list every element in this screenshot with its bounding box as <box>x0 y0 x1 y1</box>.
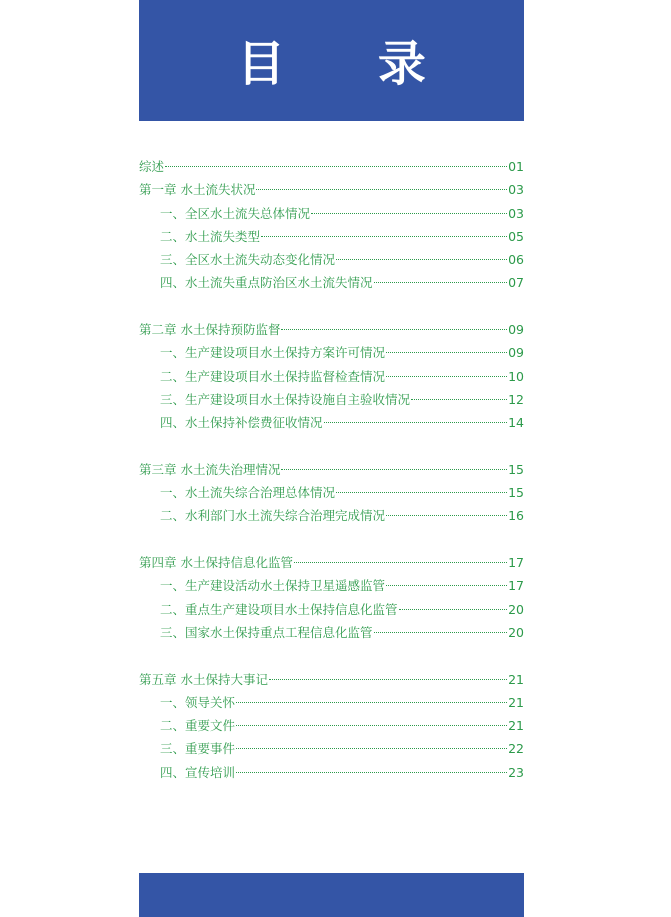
toc-dot-leader <box>374 631 508 633</box>
toc-page-number: 16 <box>508 508 524 524</box>
toc-page-number: 20 <box>508 601 524 617</box>
toc-entry-label: 第三章 水土流失治理情况 <box>139 461 281 477</box>
toc-chapter-entry[interactable] <box>139 551 524 574</box>
toc-page-number: 06 <box>508 252 524 268</box>
toc-dot-leader <box>324 421 508 423</box>
toc-section-entry[interactable] <box>139 574 524 597</box>
toc-section-entry[interactable] <box>139 271 524 294</box>
toc-entry-label: 四、水土保持补偿费征收情况 <box>160 415 323 431</box>
toc-page-number: 17 <box>508 555 524 571</box>
toc-entry-label: 三、重要事件 <box>160 741 236 757</box>
toc-dot-leader <box>386 375 507 377</box>
toc-entry-label: 三、全区水土流失动态变化情况 <box>160 252 336 268</box>
toc-section-entry[interactable] <box>139 598 524 621</box>
toc-dot-leader <box>256 188 507 190</box>
toc-section-entry[interactable] <box>139 411 524 434</box>
toc-entry-label: 三、国家水土保持重点工程信息化监管 <box>160 624 373 640</box>
toc-section-entry[interactable] <box>139 202 524 225</box>
toc-section-entry[interactable] <box>139 691 524 714</box>
toc-page-number: 03 <box>508 205 524 221</box>
toc-dot-leader <box>411 398 507 400</box>
toc-page-number: 21 <box>508 718 524 734</box>
toc-entry-label: 二、重点生产建设项目水土保持信息化监管 <box>160 601 398 617</box>
toc-dot-leader <box>386 514 507 516</box>
toc-entry-label: 二、水利部门水土流失综合治理完成情况 <box>160 508 386 524</box>
table-of-contents <box>139 155 524 784</box>
toc-chapter-entry[interactable] <box>139 458 524 481</box>
toc-page-number: 01 <box>508 159 524 174</box>
toc-section-entry[interactable] <box>139 341 524 364</box>
toc-section-entry[interactable] <box>139 248 524 271</box>
toc-dot-leader <box>236 724 507 726</box>
toc-entry-label: 一、领导关怀 <box>160 694 236 710</box>
page-title: 目 录 <box>237 35 464 92</box>
toc-page-number: 12 <box>508 391 524 407</box>
toc-entry-label: 四、宣传培训 <box>160 764 236 780</box>
toc-page-number: 10 <box>508 368 524 384</box>
toc-section-entry[interactable] <box>139 365 524 388</box>
toc-page-number: 20 <box>508 624 524 640</box>
toc-entry-label: 一、生产建设活动水土保持卫星遥感监管 <box>160 578 386 594</box>
toc-section-entry[interactable] <box>139 481 524 504</box>
toc-chapter-entry[interactable] <box>139 318 524 341</box>
toc-dot-leader <box>386 351 507 353</box>
toc-section-entry[interactable] <box>139 737 524 760</box>
toc-entry-label: 一、生产建设项目水土保持方案许可情况 <box>160 345 386 361</box>
toc-entry-label: 综述 <box>139 159 165 174</box>
toc-entry-label: 二、水土流失类型 <box>160 228 261 244</box>
toc-dot-leader <box>386 584 507 586</box>
toc-chapter-entry[interactable] <box>139 668 524 691</box>
toc-entry-label: 三、生产建设项目水土保持设施自主验收情况 <box>160 391 411 407</box>
toc-entry-label: 一、全区水土流失总体情况 <box>160 205 311 221</box>
toc-page-number: 21 <box>508 671 524 687</box>
toc-dot-leader <box>281 468 507 470</box>
toc-dot-leader <box>374 281 508 283</box>
toc-section-entry[interactable] <box>139 225 524 248</box>
toc-page-number: 14 <box>508 415 524 431</box>
toc-section-entry[interactable] <box>139 621 524 644</box>
toc-entry-label: 四、水土流失重点防治区水土流失情况 <box>160 275 373 291</box>
toc-dot-leader <box>281 328 507 330</box>
toc-entry-label: 第五章 水土保持大事记 <box>139 671 268 687</box>
toc-page-number: 05 <box>508 228 524 244</box>
toc-page-number: 15 <box>508 485 524 501</box>
toc-dot-leader <box>269 678 507 680</box>
toc-section-entry[interactable] <box>139 388 524 411</box>
title-banner <box>139 0 524 121</box>
toc-dot-leader <box>399 608 508 610</box>
toc-dot-leader <box>336 258 507 260</box>
toc-page-number: 07 <box>508 275 524 291</box>
toc-section-entry[interactable] <box>139 714 524 737</box>
toc-page-number: 09 <box>508 345 524 361</box>
toc-page-number: 09 <box>508 322 524 338</box>
toc-page-number: 03 <box>508 182 524 198</box>
toc-section-entry[interactable] <box>139 504 524 527</box>
toc-page-number: 17 <box>508 578 524 594</box>
toc-entry-label: 二、重要文件 <box>160 718 236 734</box>
toc-dot-leader <box>236 747 507 749</box>
toc-entry-label: 第四章 水土保持信息化监管 <box>139 555 293 571</box>
toc-page-number: 21 <box>508 694 524 710</box>
toc-page-number: 22 <box>508 741 524 757</box>
toc-dot-leader <box>236 701 507 703</box>
toc-page-number: 15 <box>508 461 524 477</box>
footer-banner <box>139 873 524 917</box>
toc-dot-leader <box>336 491 507 493</box>
toc-section-entry[interactable] <box>139 761 524 784</box>
toc-entry-label: 第一章 水土流失状况 <box>139 182 256 198</box>
toc-entry-label: 二、生产建设项目水土保持监督检查情况 <box>160 368 386 384</box>
toc-chapter-entry[interactable] <box>139 155 524 178</box>
toc-dot-leader <box>165 165 507 167</box>
toc-dot-leader <box>294 561 507 563</box>
toc-dot-leader <box>261 235 507 237</box>
toc-chapter-entry[interactable] <box>139 178 524 201</box>
toc-dot-leader <box>311 212 507 214</box>
toc-entry-label: 一、水土流失综合治理总体情况 <box>160 485 336 501</box>
toc-dot-leader <box>236 771 507 773</box>
toc-page-number: 23 <box>508 764 524 780</box>
toc-entry-label: 第二章 水土保持预防监督 <box>139 322 281 338</box>
